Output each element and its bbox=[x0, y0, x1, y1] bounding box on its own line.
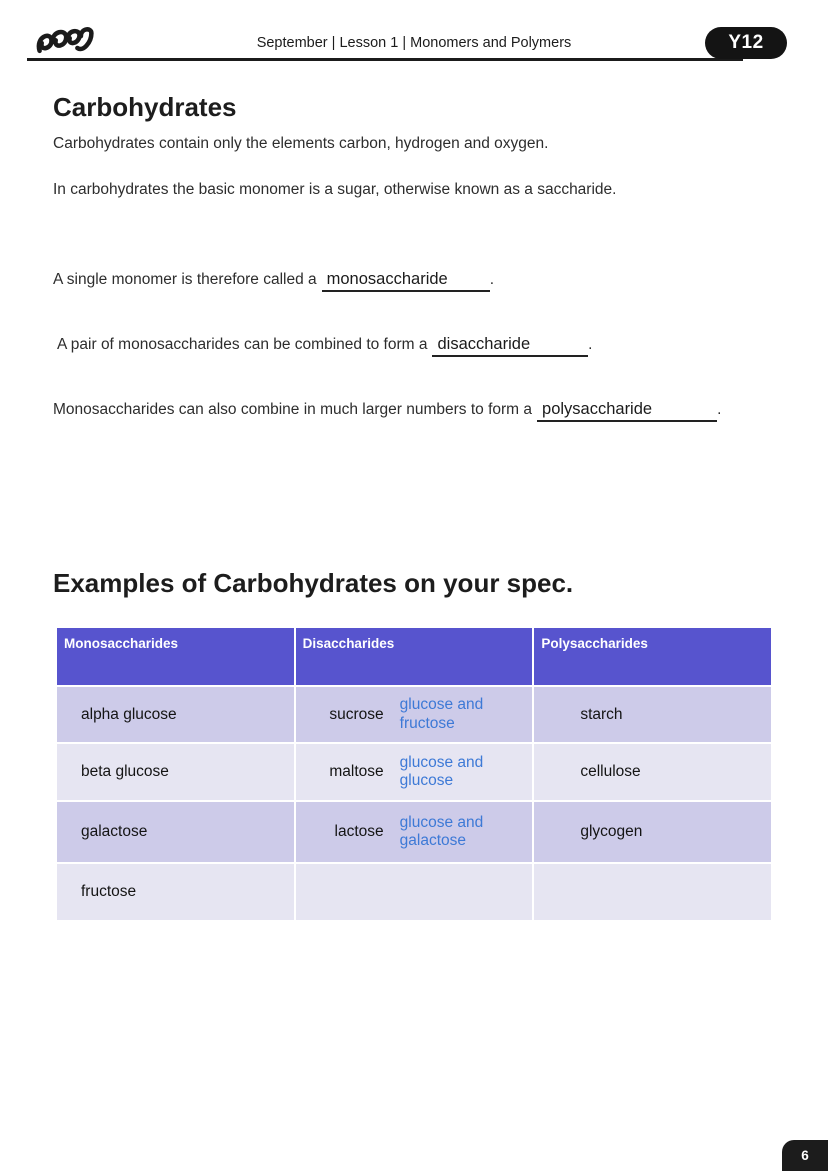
table-cell-poly: cellulose bbox=[534, 744, 771, 800]
sentence-prefix: Monosaccharides can also combine in much larger numbers to form a bbox=[53, 401, 533, 418]
page-title: Carbohydrates bbox=[53, 92, 237, 122]
year-group-badge: Y12 bbox=[705, 27, 787, 59]
table-cell-di bbox=[296, 687, 533, 742]
carbohydrates-table bbox=[57, 628, 771, 920]
fill-in-sentence-polysaccharide bbox=[53, 400, 721, 422]
column-header-polysaccharides: Polysaccharides bbox=[534, 628, 771, 685]
disaccharide-name: sucrose bbox=[329, 705, 384, 723]
sentence-suffix: . bbox=[489, 271, 495, 288]
table-cell-poly bbox=[534, 864, 771, 920]
breadcrumb: September | Lesson 1 | Monomers and Polymers bbox=[256, 35, 572, 51]
table-cell-poly: glycogen bbox=[534, 802, 771, 862]
fill-in-sentence-disaccharide bbox=[57, 335, 592, 357]
sentence-prefix: A pair of monosaccharides can be combined to form a bbox=[57, 336, 428, 353]
disaccharide-name: lactose bbox=[334, 823, 384, 840]
sentence-suffix: . bbox=[717, 401, 722, 418]
disaccharide-answer: glucose and glucose bbox=[399, 753, 484, 789]
table-cell-mono: galactose bbox=[57, 802, 294, 862]
blank-answer-polysaccharide: polysaccharide bbox=[537, 400, 717, 422]
table-cell-poly: starch bbox=[534, 687, 771, 742]
table-cell-di bbox=[296, 802, 533, 862]
table-cell-di bbox=[296, 744, 533, 800]
table-cell-mono: fructose bbox=[57, 864, 294, 920]
blank-answer-disaccharide: disaccharide bbox=[432, 335, 588, 357]
blank-answer-monosaccharide: monosaccharide bbox=[322, 270, 490, 292]
disaccharide-answer: glucose and fructose bbox=[399, 696, 484, 732]
sentence-prefix: A single monomer is therefore called a bbox=[53, 271, 317, 288]
disaccharide-name: maltose bbox=[329, 763, 384, 780]
table-cell-mono: alpha glucose bbox=[57, 687, 294, 742]
intro-paragraph: Carbohydrates contain only the elements carbon, hydrogen and oxygen. bbox=[53, 135, 549, 152]
header-divider bbox=[27, 58, 743, 61]
fill-in-sentence-monosaccharide bbox=[53, 270, 494, 292]
section-title: Examples of Carbohydrates on your spec. bbox=[53, 568, 574, 598]
monomer-paragraph: In carbohydrates the basic monomer is a sugar, otherwise known as a saccharide. bbox=[53, 181, 617, 198]
table-cell-di bbox=[296, 864, 533, 920]
disaccharide-answer: glucose and galactose bbox=[399, 813, 484, 849]
table-cell-mono: beta glucose bbox=[57, 744, 294, 800]
page-number-tab: 6 bbox=[782, 1140, 828, 1171]
column-header-disaccharides: Disaccharides bbox=[296, 628, 533, 685]
column-header-monosaccharides: Monosaccharides bbox=[57, 628, 294, 685]
sentence-suffix: . bbox=[588, 336, 593, 353]
